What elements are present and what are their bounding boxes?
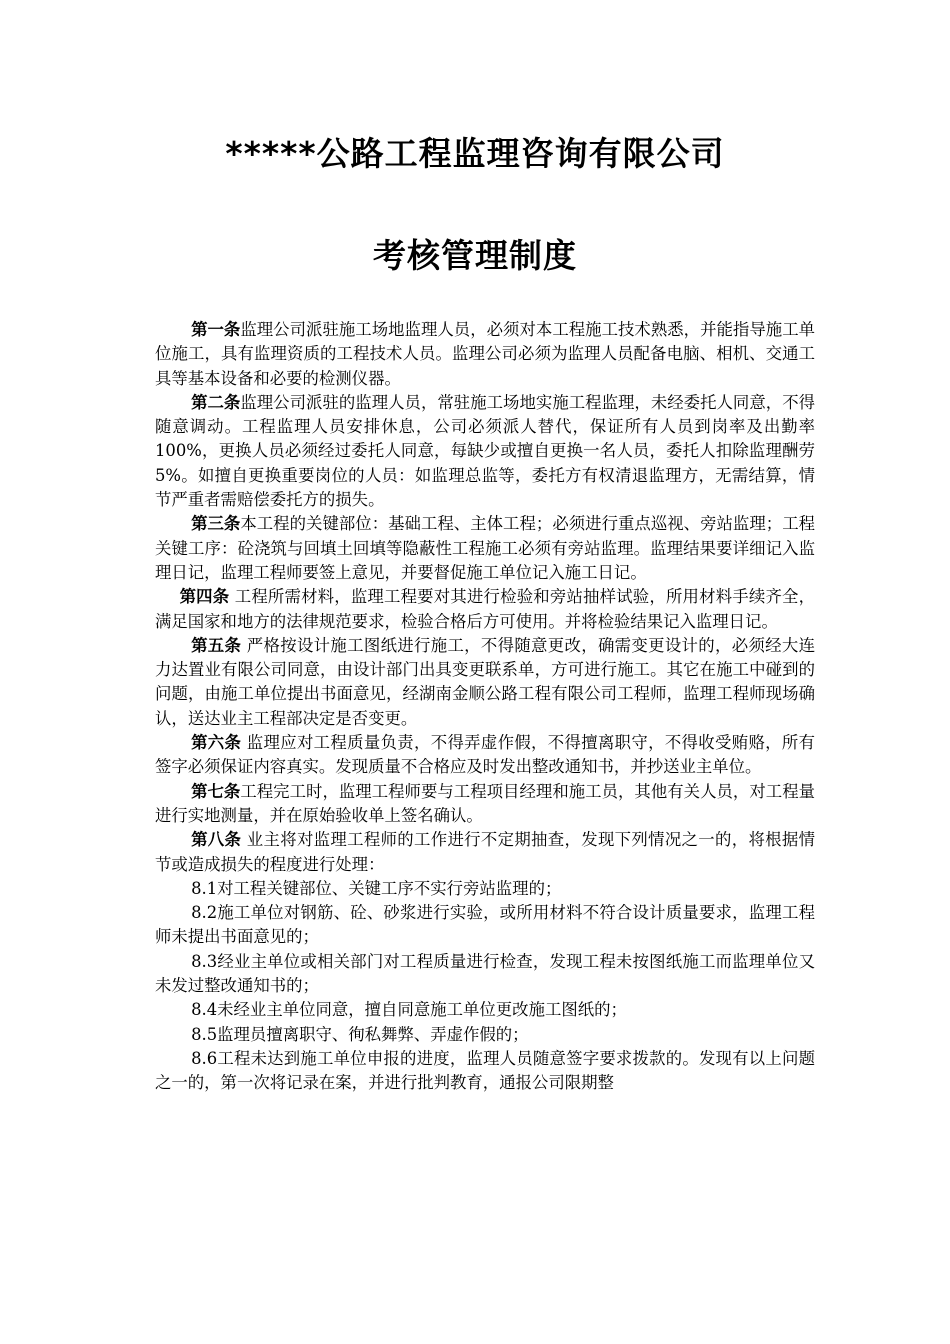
document-body [155, 318, 815, 1096]
article-number: 第七条 [191, 781, 241, 801]
article-3-paragraph [155, 512, 815, 585]
article-5-paragraph [155, 634, 815, 731]
article-text: 监理应对工程质量负责，不得弄虚作假，不得擅离职守，不得收受贿赂，所有签字必须保证内容真实。发现质量不合格应及时发出整改通知书，并抄送业主单位。 [155, 733, 815, 777]
article-number: 第二条 [191, 392, 241, 412]
article-text: 工程完工时，监理工程师要与工程项目经理和施工员，其他有关人员，对工程量进行实地测量，并在原始验收单上签名确认。 [155, 781, 816, 825]
article-7-paragraph [155, 780, 815, 829]
article-8-paragraph [155, 828, 815, 877]
clause-8-1: 8.1对工程关键部位、关键工序不实行旁站监理的； [191, 878, 562, 898]
article-text: 本工程的关键部位：基础工程、主体工程；必须进行重点巡视、旁站监理；工程关键工序：砼浇筑与回填土回填等隐蔽性工程施工必须有旁站监理。监理结果要详细记入监理日记，监理工程师要签上意见，并要督促施工单位记入施工日记。 [155, 514, 816, 582]
article-number: 第三条 [191, 514, 241, 534]
clause-8-2: 8.2施工单位对钢筋、砼、砂浆进行实验，或所用材料不符合设计质量要求，监理工程师未提出书面意见的； [155, 903, 815, 947]
clause-8-6: 8.6工程未达到施工单位申报的进度，监理人员随意签字要求拨款的。发现有以上问题之一的，第一次将记录在案，并进行批判教育，通报公司限期整 [155, 1048, 815, 1093]
article-number: 第五条 [191, 635, 242, 655]
clause-8-5: 8.5监理员擅离职守、徇私舞弊、弄虚作假的； [191, 1024, 529, 1044]
article-number: 第四条 [179, 587, 230, 607]
article-text: 监理公司派驻施工场地监理人员，必须对本工程施工技术熟悉，并能指导施工单位施工，具有监理资质的工程技术人员。监理公司必须为监理人员配备电脑、相机、交通工具等基本设备和必要的检测仪器。 [155, 320, 816, 388]
article-number: 第八条 [191, 830, 242, 850]
article-6-paragraph [155, 731, 815, 780]
article-text: 业主将对监理工程师的工作进行不定期抽查，发现下列情况之一的，将根据情节或造成损失的程度进行处理： [155, 830, 815, 874]
article-text: 监理公司派驻的监理人员，常驻施工场地实施工程监理，未经委托人同意，不得随意调动。工程监理人员安排休息，公司必须派人替代，保证所有人员到岗率及出勤率100%，更换人员必须经过委托人同意，每缺少或擅自更换一名人员，委托人扣除监理酬劳5%。如擅自更换重要岗位的人员：如监理总监等，委托方有权清退监理方，无需结算，情节严重者需赔偿委托方的损失。 [155, 392, 816, 510]
article-text: 严格按设计施工图纸进行施工，不得随意更改，确需变更设计的，必须经大连力达置业有限公司同意，由设计部门出具变更联系单，方可进行施工。其它在施工中碰到的问题，由施工单位提出书面意见，经湖南金顺公路工程有限公司工程师，监理工程师现场确认，送达业主工程部决定是否变更。 [155, 635, 815, 728]
article-1-paragraph [155, 318, 815, 391]
clause-8-4: 8.4未经业主单位同意，擅自同意施工单位更改施工图纸的； [191, 1000, 627, 1020]
clause-8-3: 8.3经业主单位或相关部门对工程质量进行检查，发现工程未按图纸施工而监理单位又未发过整改通知书的； [155, 951, 815, 996]
article-2-paragraph [155, 391, 815, 512]
company-title: *****公路工程监理咨询有限公司 [225, 134, 725, 173]
document-subtitle: 考核管理制度 [373, 236, 577, 275]
article-4-paragraph [155, 585, 815, 634]
article-text: 工程所需材料，监理工程要对其进行检验和旁站抽样试验，所用材料手续齐全，满足国家和地方的法律规范要求，检验合格后方可使用。并将检验结果记入监理日记。 [155, 587, 816, 631]
article-number: 第六条 [191, 733, 242, 753]
article-number: 第一条 [191, 320, 241, 339]
